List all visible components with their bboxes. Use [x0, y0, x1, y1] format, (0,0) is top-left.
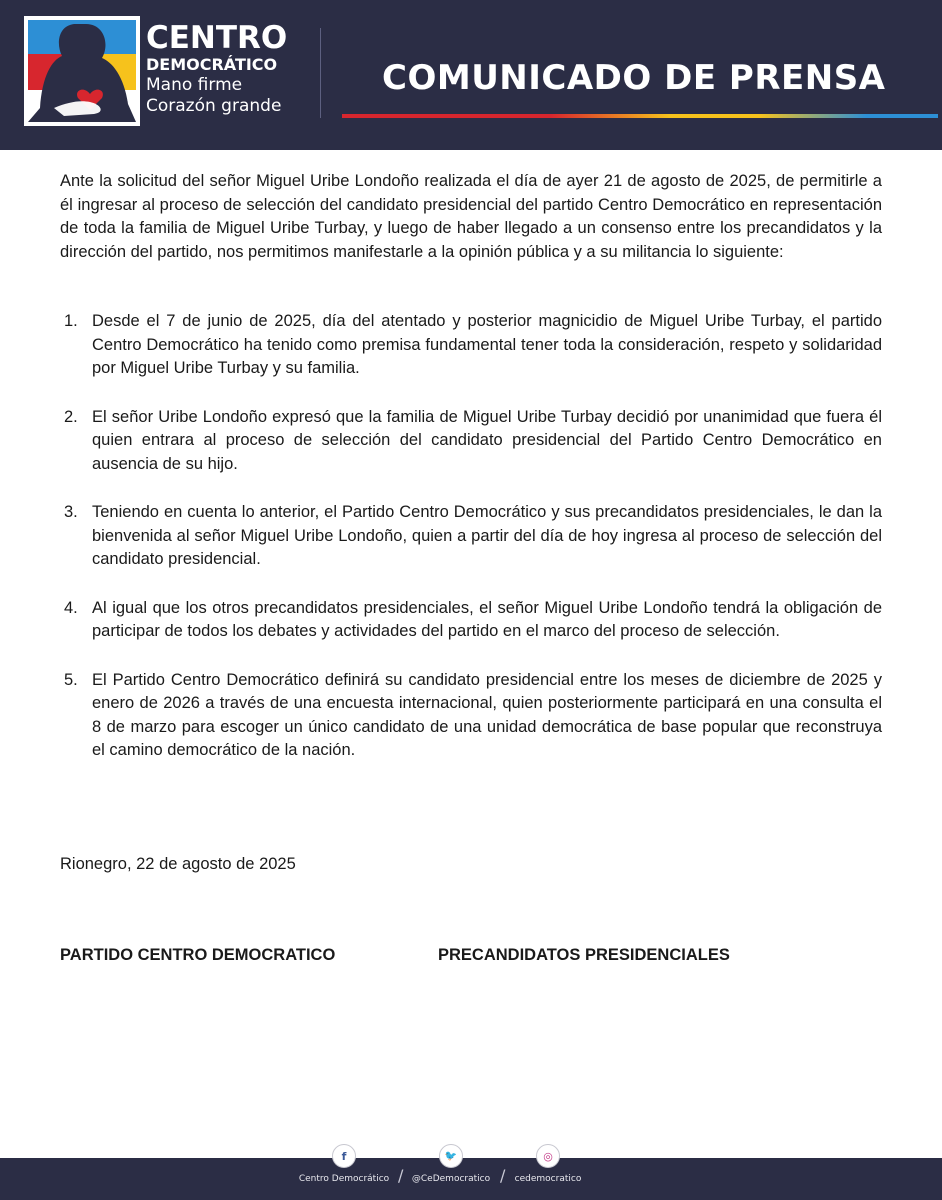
- list-item-text: Al igual que los otros precandidatos presidenciales, el señor Miguel Uribe Londoño tendrá la obligación de participar de todos los debates y actividades del partido en el marco del proceso de selección.: [92, 598, 882, 640]
- numbered-list: [60, 310, 882, 763]
- slogan-line1: Mano firme: [146, 75, 243, 95]
- list-item-number: 5.: [64, 670, 78, 689]
- signature-party: PARTIDO CENTRO DEMOCRATICO: [60, 946, 336, 964]
- intro-paragraph: Ante la solicitud del señor Miguel Uribe Londoño realizada el día de ayer 21 de agosto de 2025, de permitirle a él ingresar al proceso de selección del candidato presidencial del partido Centro Democrático en representación de toda la familia de Miguel Uribe Turbay, y luego de haber llegado a un consenso entre los precandidatos y la dirección del partido, nos permitimos manifestarle a la opinión pública y a su militancia lo siguiente:: [60, 172, 882, 261]
- slogan-line2: Corazón grande: [146, 96, 282, 116]
- press-release-title: COMUNICADO DE PRENSA: [382, 58, 886, 98]
- signature-precandidates: PRECANDIDATOS PRESIDENCIALES: [438, 946, 730, 964]
- place-and-date: Rionegro, 22 de agosto de 2025: [60, 855, 296, 873]
- flag-stripe: [342, 114, 938, 118]
- instagram-icon[interactable]: ◎: [536, 1144, 560, 1168]
- separator: /: [398, 1166, 404, 1185]
- list-item-text: Desde el 7 de junio de 2025, día del atentado y posterior magnicidio de Miguel Uribe Turbay, el partido Centro Democrático ha tenido como premisa fundamental tener toda la consideración, respeto y solidaridad por Miguel Uribe Turbay y su familia.: [92, 312, 882, 377]
- social-instagram[interactable]: [506, 1144, 590, 1184]
- party-logo: [24, 16, 140, 126]
- list-item: [60, 406, 882, 477]
- list-item-text: Teniendo en cuenta lo anterior, el Partido Centro Democrático y sus precandidatos presidenciales, le dan la bienvenida al señor Miguel Uribe Londoño, quien a partir del día de hoy ingresa al proceso de selección del candidato presidencial.: [92, 503, 882, 568]
- brand-name-line1: CENTRO: [146, 20, 288, 56]
- logo-graphic: [24, 16, 140, 126]
- list-item-number: 1.: [64, 312, 78, 330]
- social-label[interactable]: @CeDemocratico: [411, 1174, 491, 1184]
- brand-name-line2: DEMOCRÁTICO: [146, 55, 278, 74]
- document-body: [60, 170, 882, 788]
- list-item: [60, 310, 882, 381]
- header-divider: [320, 28, 321, 118]
- brand-block: [146, 22, 287, 117]
- list-item-text: El Partido Centro Democrático definirá su candidato presidencial entre los meses de diciembre de 2025 y enero de 2026 a través de una encuesta internacional, quien posteriormente participará en una consulta el 8 de marzo para escoger un único candidato de una unidad democrática de base popular que reconstruya el camino democrático de la nación.: [92, 670, 882, 759]
- header-banner: [0, 0, 942, 150]
- social-twitter[interactable]: [408, 1144, 494, 1184]
- list-item-number: 4.: [64, 598, 78, 617]
- list-item-number: 2.: [64, 407, 78, 426]
- list-item-number: 3.: [64, 503, 78, 521]
- list-item: [60, 597, 882, 644]
- social-label[interactable]: Centro Democrático: [298, 1174, 390, 1184]
- twitter-icon[interactable]: 🐦: [439, 1144, 463, 1168]
- list-item-text: El señor Uribe Londoño expresó que la familia de Miguel Uribe Turbay decidió por unanimidad que fuera él quien entrara al proceso de selección del candidato presidencial del Partido Centro Democrático en ausencia de su hijo.: [92, 407, 882, 473]
- list-item: [60, 501, 882, 572]
- separator: /: [500, 1166, 506, 1185]
- social-facebook[interactable]: [296, 1144, 392, 1184]
- list-item: [60, 669, 882, 763]
- facebook-icon[interactable]: f: [332, 1144, 356, 1168]
- social-label[interactable]: cedemocratico: [514, 1174, 582, 1184]
